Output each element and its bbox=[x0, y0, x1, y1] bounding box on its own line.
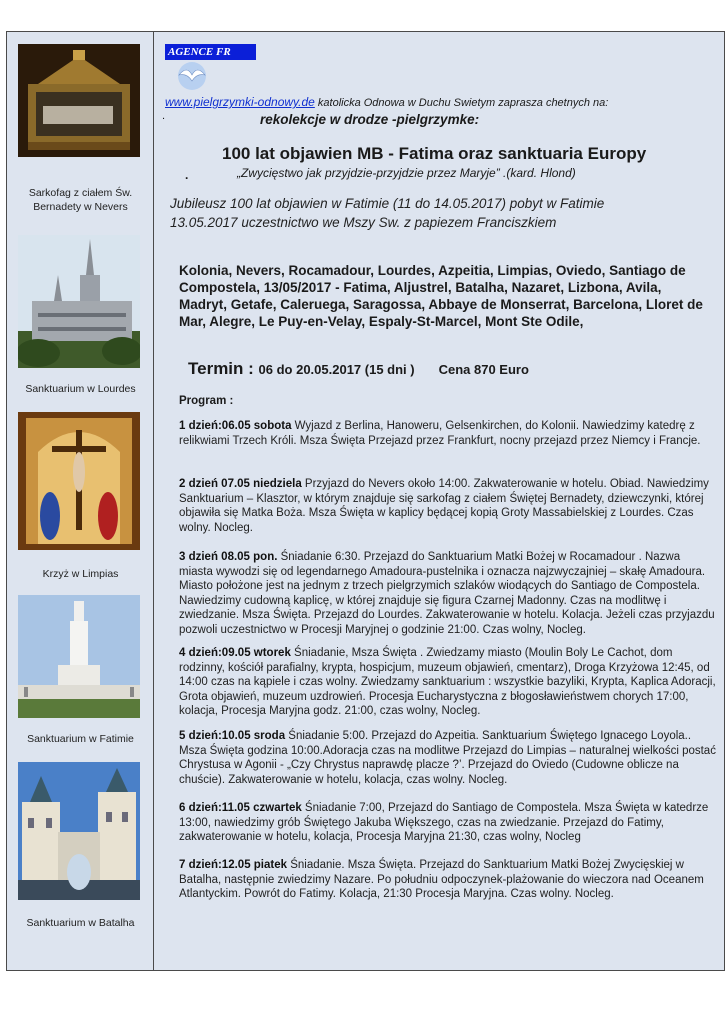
intro-text: katolicka Odnowa w Duchu Swietym zaprasza chetnych na: bbox=[314, 97, 609, 109]
day-head: 7 dzień:12.05 piatek bbox=[179, 859, 288, 871]
day-text: Śniadanie. Msza Święta. Przejazd do Sanktuarium Matki Bożej Zwycięskiej w Batalha, następnie zwiedzimy Nazare. Po południu odpoczynek-plażowanie do wieczora nad Oceanem Atlantyckim. Powrót do Fatimy. Kolacja, 21:30 Procesja Maryjna. Czas wolny. Nocleg. bbox=[179, 859, 704, 901]
jubilee-text: Jubileusz 100 lat objawien w Fatimie (11 do 14.05.2017) pobyt w Fatimie 13.05.2017 uczestnictwo we Mszy Sw. z papiezem Franciszkiem bbox=[170, 196, 605, 230]
agency-logo bbox=[165, 44, 256, 60]
termin-dates: 06 do 20.05.2017 (15 dni ) bbox=[258, 362, 415, 377]
intro-line bbox=[165, 93, 608, 111]
day-text: Śniadanie 7:00, Przejazd do Santiago de Compostela. Msza Święta w katedrze 13:00, nawiedzimy grób Świętego Jakuba Większego, czas na zwiedzanie. Przejazd do Fatimy, zakwaterowanie w hotelu, kolacja, Procesja Maryjna 21:30, czas wolny, Nocleg bbox=[179, 802, 709, 844]
day-item bbox=[179, 858, 717, 902]
day-item bbox=[179, 550, 717, 638]
palace-photo bbox=[18, 762, 140, 900]
tower-photo bbox=[18, 595, 140, 718]
caption-reliquary: Sarkofag z ciałem Św. Bernadety w Nevers bbox=[28, 187, 133, 213]
caption-crucifix: Krzyż w Limpias bbox=[42, 568, 119, 580]
basilica-photo bbox=[18, 235, 140, 368]
day-text: Przyjazd do Nevers około 14:00. Zakwaterowanie w hotelu. Obiad. Nawiedzimy Sanktuarium – Klasztor, w którym znajduje się sarkofag z ciałem Świętej Bernadety, dziewczynki, której objawiła się Matka Boża. Msza Święta w kaplicy będącej kopią Groty Massabielskiej z Lourdes. Czas wolny. Nocleg. bbox=[179, 478, 709, 534]
places-list: Kolonia, Nevers, Rocamadour, Lourdes, Azpeitia, Limpias, Oviedo, Santiago de Compostela, 13/05/2017 - Fatima, Aljustrel, Batalha, Nazaret, Lizbona, Avila, Madryt, Getafe, Caleruega, Saragossa, Abbaye de Monserrat, Barcelona, Lloret de Mar, Alegre, Le Puy-en-Velay, Espaly-St-Marcel, Mont Ste Odile, bbox=[179, 263, 703, 329]
logo-text: AGENCE FR bbox=[168, 46, 231, 58]
caption-palace: Sanktuarium w Batalha bbox=[26, 917, 135, 929]
dove-icon bbox=[171, 61, 213, 91]
termin-line bbox=[188, 359, 529, 379]
day-item bbox=[179, 419, 717, 448]
day-item bbox=[179, 477, 717, 535]
caption-basilica: Sanktuarium w Lourdes bbox=[25, 383, 136, 395]
subtitle: rekolekcje w drodze -pielgrzymke: bbox=[260, 112, 480, 127]
day-item bbox=[179, 646, 717, 719]
bullet: . bbox=[185, 168, 189, 182]
day-text: Śniadanie, Msza Święta . Zwiedzamy miasto (Moulin Boly Le Cachot, dom rodzinny, kościół parafialny, krypta, hospicjum, muzeum objawień, cmentarz), Droga Krzyżowa 12:45, od 14:00 czas na kąpiele i czas wolny. Zwiedzamy sanktuarium : wszystkie bazyliki, Krypta, Kaplica Adoracji, Grota objawień, muzeum uzdrowień. Procesja Eucharystyczna z błogosławieństwem chorych 17:00, kolacja, Procesja Maryjna godz. 21:00, czas wolny, Nocleg. bbox=[179, 647, 716, 718]
caption-tower: Sanktuarium w Fatimie bbox=[27, 733, 134, 745]
page-frame bbox=[6, 31, 725, 971]
day-text: Śniadanie 6:30. Przejazd do Sanktuarium Matki Bożej w Rocamadour . Nazwa miasta wywodzi się od legendarnego Amadoura-pustelnika i oznacza najzwyczajniej – skałę Amadoura. Miasto położone jest na jednym z trzech pielgrzymich szlaków wiodących do Santiago de Compostela. Nawiedzimy cudowną kaplicę, w której znajduje się figura Czarnej Madonny. Czas na modlitwę i zwiedzanie. Msza Święta. Przejazd do Lourdes. Zakwaterowanie w hotelu. Kolacja. Jeżeli czas przyjazdu pozwoli uczestnictwo w Procesji Maryjnej o godzinie 21:00. Czas wolny, Nocleg. bbox=[179, 551, 715, 636]
termin-label: Termin : bbox=[188, 359, 259, 378]
day-head: 6 dzień:11.05 czwartek bbox=[179, 802, 302, 814]
day-text: Wyjazd z Berlina, Hanoweru, Gelsenkirchen, do Kolonii. Nawiedzimy katedrę z relikwiami Trzech Króli. Msza Święta Przejazd przez Frankfurt, nocny przejazd przez Niemcy i Francje. bbox=[179, 420, 701, 447]
day-head: 2 dzień 07.05 niedziela bbox=[179, 478, 302, 490]
website-link[interactable]: www.pielgrzymki-odnowy.de bbox=[165, 95, 315, 109]
dot-mark: . bbox=[162, 110, 166, 122]
crucifix-photo bbox=[18, 412, 140, 550]
day-item bbox=[179, 801, 717, 845]
day-item bbox=[179, 729, 717, 787]
program-label: Program : bbox=[179, 395, 234, 407]
page-title: 100 lat objawien MB - Fatima oraz sanktuaria Europy bbox=[222, 144, 647, 163]
day-head: 1 dzień:06.05 sobota bbox=[179, 420, 292, 432]
day-head: 4 dzień:09.05 wtorek bbox=[179, 647, 291, 659]
photo-sidebar bbox=[7, 32, 154, 970]
day-text: Śniadanie 5:00. Przejazd do Azpeitia. Sanktuarium Świętego Ignacego Loyola.. Msza Święta godzina 10:00.Adoracja czas na modlitwe Przejazd do Limpias – naturalnej wielkości postać Chrystusa w Agonii - „Czy Chrystus naprawdę placze ?’. Przejazd do Oviedo (Cudowne oblicze na chuście). Zakwaterowanie w hotelu, kolacja, czas wolny. Nocleg. bbox=[179, 730, 716, 786]
day-head: 3 dzień 08.05 pon. bbox=[179, 551, 278, 563]
reliquary-photo bbox=[18, 44, 140, 157]
termin-price: Cena 870 Euro bbox=[438, 362, 529, 377]
quote: „Zwycięstwo jak przyjdzie-przyjdzie przez Maryje” .(kard. Hlond) bbox=[237, 166, 576, 180]
day-head: 5 dzień:10.05 sroda bbox=[179, 730, 286, 742]
